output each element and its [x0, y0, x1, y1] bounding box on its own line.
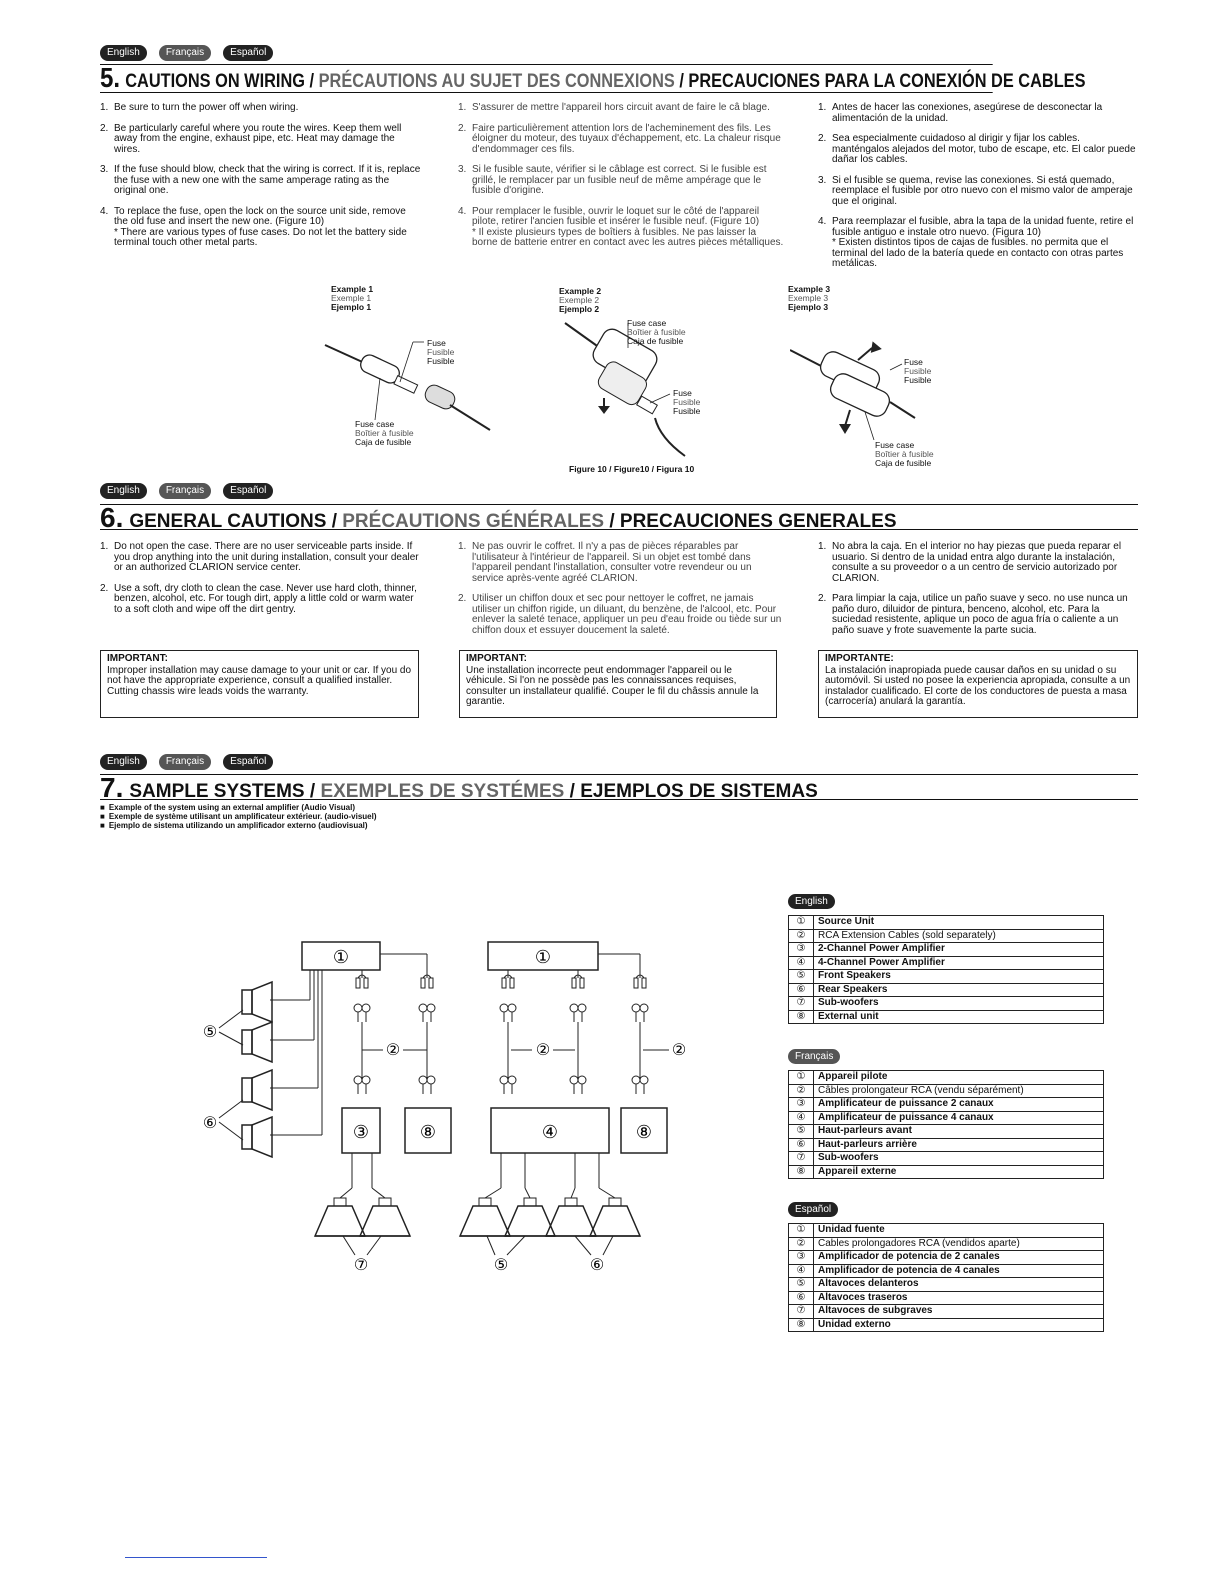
table-row	[789, 956, 1104, 970]
legend-number: ③	[789, 1098, 814, 1112]
tab-francais: Français	[788, 1049, 840, 1064]
legend-number: ①	[789, 1071, 814, 1085]
legend-label: Sub-woofers	[814, 997, 1104, 1011]
list-item: 3. If the fuse should blow, check that the wiring is correct. If it is, replace the fuse with a new one with the same amperage rating as the original one.	[100, 164, 421, 196]
legend-label: Amplificateur de puissance 4 canaux	[814, 1111, 1104, 1125]
legend-label: Unidad externo	[814, 1318, 1104, 1332]
tab-francais: Français	[159, 483, 211, 499]
list-item: 1. Do not open the case. There are no user serviceable parts inside. If you drop anything into the unit during installation, consult your dealer or an authorized CLARION service center.	[100, 541, 419, 573]
lang-tabs-sec7	[100, 754, 273, 770]
tab-francais: Français	[159, 754, 211, 770]
legend-number: ④	[789, 956, 814, 970]
sec5-french-note: * Il existe plusieurs types de boîtiers à fusibles. Ne pas laisser la borne de batterie entrer en contact avec les autres pièces métalliques.	[472, 226, 784, 248]
table-row	[789, 1084, 1104, 1098]
legend-label: Câbles prolongateur RCA (vendu séparément)	[814, 1084, 1104, 1098]
svg-text:⑦: ⑦	[353, 1257, 369, 1274]
legend-label: 2-Channel Power Amplifier	[814, 943, 1104, 957]
example-1-fuse-case-callout: Fuse case Boîtier à fusible Caja de fusible	[355, 419, 414, 447]
svg-text:③: ③	[352, 1122, 370, 1142]
tab-english: English	[100, 483, 147, 499]
sec5-french-column	[458, 103, 784, 249]
list-item: 4. To replace the fuse, open the lock on the source unit side, remove the old fuse and insert the new one. (Figure 10)	[100, 205, 406, 227]
list-item: 2. Be particularly careful where you route the wires. Keep them well away from the engine, exhaust pipe, etc. Heat may damage the wires.	[100, 122, 402, 155]
legend-number: ②	[789, 1237, 814, 1251]
section-6-title: 6. GENERAL CAUTIONS / PRÉCAUTIONS GÉNÉRALES / PRECAUCIONES GENERALES	[100, 502, 1138, 530]
legend-english	[788, 891, 1104, 1024]
legend-table-french	[788, 1070, 1104, 1179]
legend-label: Altavoces de subgraves	[814, 1305, 1104, 1319]
legend-number: ⑥	[789, 1291, 814, 1305]
svg-text:⑤: ⑤	[202, 1024, 218, 1041]
tab-espanol: Español	[223, 483, 273, 499]
table-row	[789, 983, 1104, 997]
legend-label: Rear Speakers	[814, 983, 1104, 997]
legend-number: ③	[789, 1251, 814, 1265]
table-row	[789, 1152, 1104, 1166]
legend-number: ②	[789, 929, 814, 943]
table-row	[789, 1251, 1104, 1265]
legend-label: Altavoces traseros	[814, 1291, 1104, 1305]
table-row	[789, 1224, 1104, 1238]
svg-text:②: ②	[385, 1042, 401, 1059]
sec5-spanish-note: * Existen distintos tipos de cajas de fusibles. no permita que el terminal del lado de la batería quede en contacto con otras partes metálicas.	[832, 237, 1124, 269]
tab-espanol: Español	[788, 1202, 838, 1217]
tab-english: English	[100, 45, 147, 61]
example-3-label: Example 3 Exemple 3 Ejemplo 3	[788, 284, 831, 312]
legend-number: ⑤	[789, 1125, 814, 1139]
svg-text:⑧: ⑧	[419, 1122, 437, 1142]
sec6-french-column	[458, 542, 784, 646]
example-2-fuse-case-callout: Fuse case Boîtier à fusible Caja de fusible	[627, 318, 686, 346]
legend-label: Altavoces delanteros	[814, 1278, 1104, 1292]
list-item: 1. No abra la caja. En el interior no hay piezas que pueda reparar el usuario. Si dentro de la unidad entra algo durante la instalación, consulte a su proveedor o a un centro de servicio autorizado por CLARION.	[818, 541, 1122, 584]
legend-label: Appareil externe	[814, 1165, 1104, 1179]
table-row	[789, 1071, 1104, 1085]
legend-number: ④	[789, 1111, 814, 1125]
legend-number: ⑧	[789, 1165, 814, 1179]
section-7-title: 7. SAMPLE SYSTEMS / EXEMPLES DE SYSTÉMES / EJEMPLOS DE SISTEMAS	[100, 772, 1138, 800]
fuse-example-3-illustration	[790, 340, 920, 440]
legend-number: ⑧	[789, 1318, 814, 1332]
list-item: 1. S'assurer de mettre l'appareil hors circuit avant de faire le câ blage.	[458, 102, 770, 113]
legend-number: ⑥	[789, 1138, 814, 1152]
legend-number: ⑦	[789, 1152, 814, 1166]
example-3-fuse-callout: Fuse Fusible Fusible	[904, 357, 932, 385]
legend-label: Sub-woofers	[814, 1152, 1104, 1166]
legend-number: ⑦	[789, 1305, 814, 1319]
important-box-french: IMPORTANT: Une installation incorrecte peut endommager l'appareil ou le véhicule. Si l'on ne possède pas les connaissances requises, consulter un installateur qualifié. Couper le fil du châssis annule la garantie.	[459, 650, 777, 718]
legend-label: Amplificador de potencia de 2 canales	[814, 1251, 1104, 1265]
example-3-fuse-case-callout: Fuse case Boîtier à fusible Caja de fusible	[875, 440, 934, 468]
legend-label: Appareil pilote	[814, 1071, 1104, 1085]
sec6-english-column	[100, 542, 422, 625]
svg-text:⑧: ⑧	[635, 1122, 653, 1142]
svg-text:②: ②	[535, 1042, 551, 1059]
legend-label: Haut-parleurs arrière	[814, 1138, 1104, 1152]
list-item: 2. Faire particulièrement attention lors de l'acheminement des fils. Les éloigner du moteur, des tuyaux d'échappement, etc. La chaleur risque d'endommager ces fils.	[458, 122, 781, 155]
legend-french	[788, 1046, 1104, 1179]
sec5-english-note: * There are various types of fuse cases. Do not let the battery side terminal touch other metal parts.	[114, 226, 407, 248]
sec6-spanish-column	[818, 542, 1138, 646]
legend-label: Source Unit	[814, 916, 1104, 930]
sample-system-diagram	[195, 930, 705, 1280]
table-row	[789, 1305, 1104, 1319]
legend-number: ①	[789, 916, 814, 930]
svg-text:①: ①	[534, 947, 552, 967]
footer-rule	[125, 1557, 267, 1558]
table-row	[789, 1278, 1104, 1292]
sec5-spanish-column	[818, 103, 1138, 270]
table-row	[789, 943, 1104, 957]
legend-table-english	[788, 915, 1104, 1024]
legend-spanish	[788, 1199, 1104, 1332]
legend-number: ①	[789, 1224, 814, 1238]
legend-table-spanish	[788, 1223, 1104, 1332]
legend-label: Amplificador de potencia de 4 canales	[814, 1264, 1104, 1278]
example-1-label: Example 1 Exemple 1 Ejemplo 1	[331, 284, 374, 312]
table-row	[789, 1264, 1104, 1278]
important-box-english: IMPORTANT: Improper installation may cause damage to your unit or car. If you do not have the appropriate experience, consult a qualified installer. Cutting chassis wire leads voids the warranty.	[100, 650, 419, 718]
list-item: 3. Si el fusible se quema, revise las conexiones. Si está quemado, reemplace el fusible por otro nuevo con el mismo valor de amperaje que el original.	[818, 174, 1133, 207]
legend-label: RCA Extension Cables (sold separately)	[814, 929, 1104, 943]
example-2-fuse-callout: Fuse Fusible Fusible	[673, 388, 701, 416]
table-row	[789, 916, 1104, 930]
list-item: 4. Pour remplacer le fusible, ouvrir le loquet sur le côté de l'appareil pilote, retirer l'ancien fusible et insérer le fusible neuf. (Figure 10)	[458, 205, 760, 227]
legend-label: External unit	[814, 1010, 1104, 1024]
table-row	[789, 1138, 1104, 1152]
table-row	[789, 1098, 1104, 1112]
table-row	[789, 1318, 1104, 1332]
legend-label: Front Speakers	[814, 970, 1104, 984]
lang-tabs-sec5	[100, 45, 273, 61]
table-row	[789, 1237, 1104, 1251]
tab-francais: Français	[159, 45, 211, 61]
legend-number: ⑤	[789, 970, 814, 984]
important-box-spanish: IMPORTANTE: La instalación inapropiada puede causar daños en su unidad o su automóvil. Si usted no posee la experiencia apropiada, consulte a un instalador cualificado. El corte de los conductores de puesta a masa (carrocería) anulará la garantía.	[818, 650, 1138, 718]
legend-number: ③	[789, 943, 814, 957]
svg-text:⑥: ⑥	[589, 1257, 605, 1274]
lang-tabs-sec6	[100, 483, 273, 499]
list-item: 2. Para limpiar la caja, utilice un paño suave y seco. no use nunca un paño duro, diluidor de pintura, benceno, alcohol, etc. Para la suciedad resistente, aplique un poco de agua fría o caliente a un paño suave y frote suavemente la parte sucia.	[818, 593, 1128, 636]
table-row	[789, 997, 1104, 1011]
legend-label: 4-Channel Power Amplifier	[814, 956, 1104, 970]
table-row	[789, 1165, 1104, 1179]
list-item: 3. Si le fusible saute, vérifier si le câblage est correct. Si le fusible est grillé, le remplacer par un fusible neuf de même ampérage que le fusible d'origine.	[458, 164, 767, 196]
legend-label: Unidad fuente	[814, 1224, 1104, 1238]
list-item: 2. Utiliser un chiffon doux et sec pour nettoyer le coffret, ne jamais utiliser un chiffon rigide, un diluant, du benzène, de l'alcool, etc. Pour enlever la saleté tenace, appliquer un peu d'eau froide ou tiède sur un chiffon doux et essuyer doucement la saleté.	[458, 593, 782, 636]
legend-label: Cables prolongadores RCA (vendidos aparte)	[814, 1237, 1104, 1251]
svg-text:④: ④	[541, 1122, 559, 1142]
table-row	[789, 970, 1104, 984]
svg-text:⑤: ⑤	[493, 1257, 509, 1274]
table-row	[789, 1010, 1104, 1024]
figure-10-caption: Figure 10 / Figure10 / Figura 10	[569, 464, 695, 474]
list-item: 1. Antes de hacer las conexiones, asegúrese de desconectar la alimentación de la unidad.	[818, 102, 1103, 124]
legend-number: ⑧	[789, 1010, 814, 1024]
tab-espanol: Español	[223, 45, 273, 61]
legend-number: ⑥	[789, 983, 814, 997]
sec5-english-column	[100, 103, 422, 249]
legend-number: ④	[789, 1264, 814, 1278]
svg-text:⑥: ⑥	[202, 1115, 218, 1132]
example-1-fuse-callout: Fuse Fusible Fusible	[427, 338, 455, 366]
table-row	[789, 929, 1104, 943]
list-item: 2. Use a soft, dry cloth to clean the case. Never use hard cloth, thinner, benzen, alcohol, etc. For tough dirt, apply a little cold or warm water to a soft cloth and wipe off the dirt gentry.	[100, 582, 417, 615]
example-2-label: Example 2 Exemple 2 Ejemplo 2	[559, 286, 602, 314]
list-item: 4. Para reemplazar el fusible, abra la tapa de la unidad fuente, retire el fusible antiguo e instale otro nuevo. (Figura 10)	[818, 216, 1134, 238]
legend-label: Haut-parleurs avant	[814, 1125, 1104, 1139]
legend-number: ⑦	[789, 997, 814, 1011]
table-row	[789, 1125, 1104, 1139]
svg-text:②: ②	[671, 1042, 687, 1059]
legend-number: ⑤	[789, 1278, 814, 1292]
list-item: 1. Be sure to turn the power off when wiring.	[100, 102, 299, 113]
tab-espanol: Español	[223, 754, 273, 770]
list-item: 2. Sea especialmente cuidadoso al dirigir y fijar los cables. manténgalos alejados del motor, tubo de escape, etc. El calor puede dañar los cables.	[818, 133, 1136, 165]
tab-english: English	[788, 894, 835, 909]
section-5-title: 5. CAUTIONS ON WIRING / PRÉCAUTIONS AU SUJET DES CONNEXIONS / PRECAUCIONES PARA LA CONEXIÓN DE CABLES	[100, 62, 1086, 93]
legend-number: ②	[789, 1084, 814, 1098]
legend-label: Amplificateur de puissance 2 canaux	[814, 1098, 1104, 1112]
system-example-bullets: ■ Example of the system using an external amplifier (Audio Visual) ■ Exemple de système utilisant un amplificateur extérieur. (audio-visuel) ■ Ejemplo de sistema utilizando un amplificador externo (audiovisual)	[112, 803, 376, 830]
table-row	[789, 1111, 1104, 1125]
table-row	[789, 1291, 1104, 1305]
tab-english: English	[100, 754, 147, 770]
svg-text:①: ①	[332, 947, 350, 967]
list-item: 1. Ne pas ouvrir le coffret. Il n'y a pas de pièces réparables par l'utilisateur à l'intérieur de l'appareil. Si un objet est tombé dans l'appareil pendant l'installation, consulter votre revendeur ou un service après-vente agréé CLARION.	[458, 541, 752, 584]
